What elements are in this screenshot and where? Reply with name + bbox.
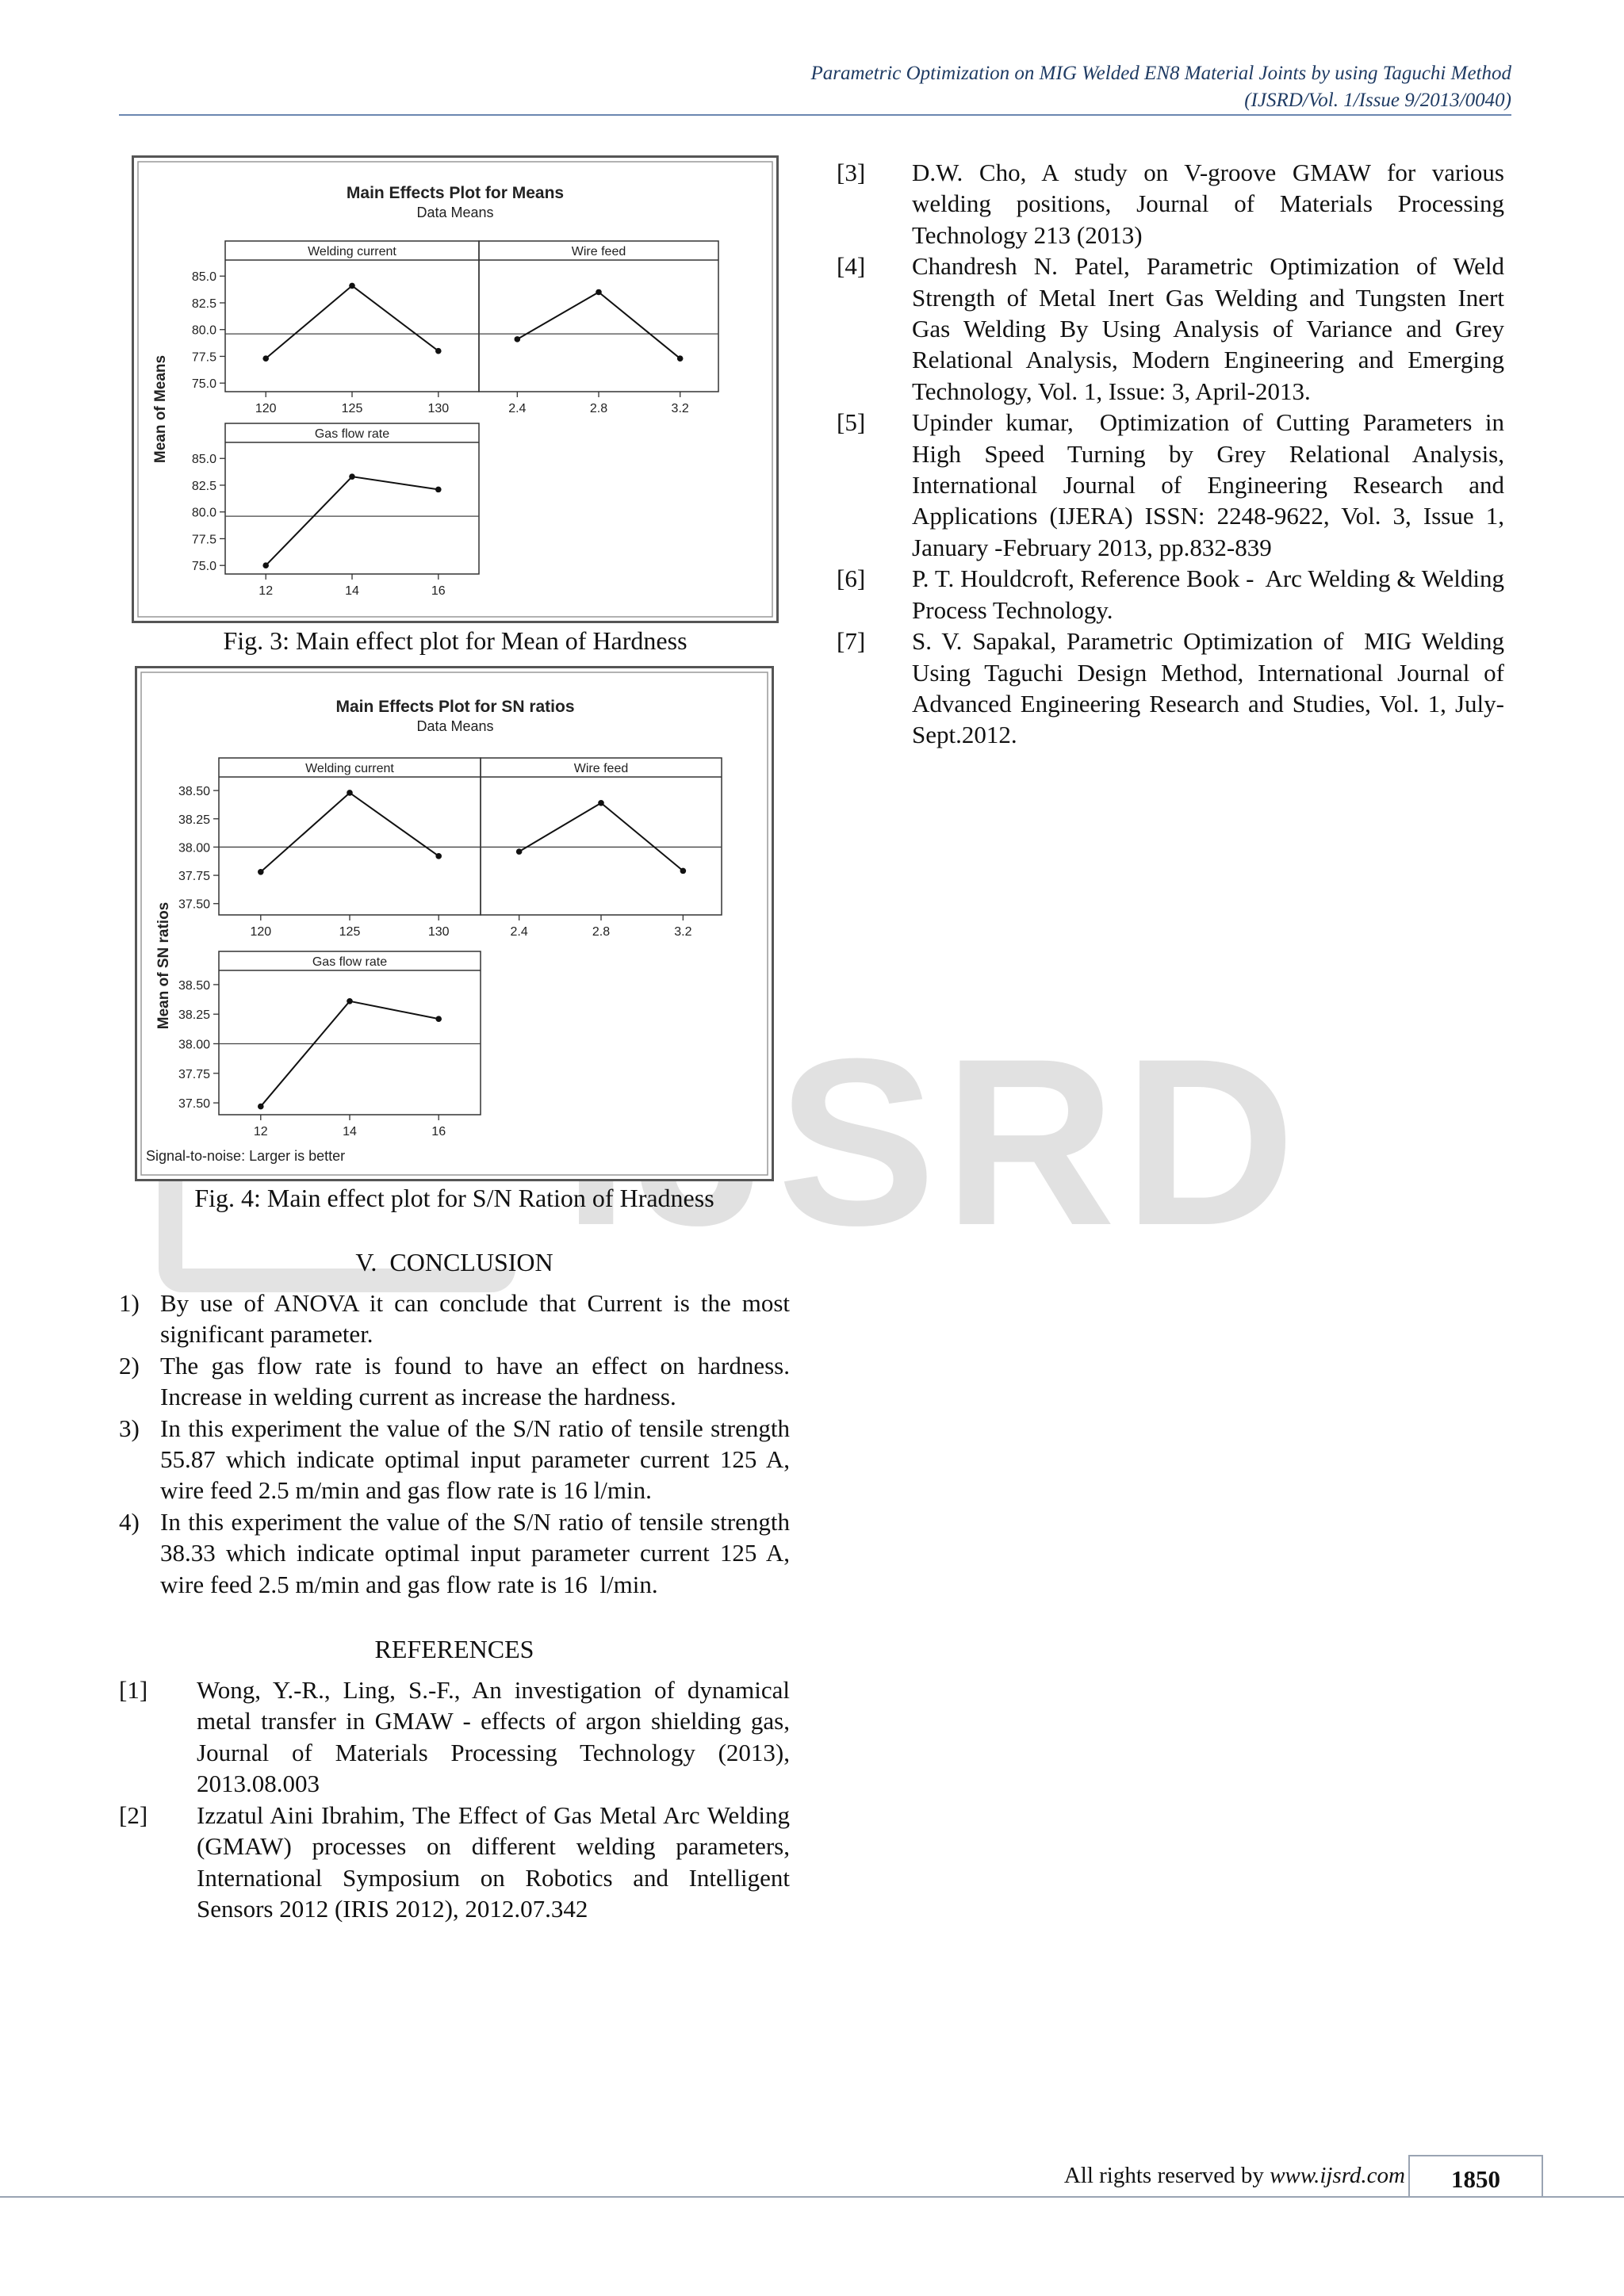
main-effects-sn-chart (135, 666, 774, 1181)
list-item: 3) In this experiment the value of the S/N ratio of tensile strength 55.87 which indicate optimal input parameter current 125 A, wire feed 2.5 m/min and gas flow rate is 16 l/min. (119, 1414, 790, 1505)
reference-item: [5] Upinder kumar, Optimization of Cutting Parameters in High Speed Turning by Grey Relational Analysis, International Journal of Engineering Research and Applications (IJERA) ISSN: 2248-9622, Vol. 3, Issue 1, January -February 2013, pp.832-839 (837, 408, 1504, 561)
data-point (347, 790, 353, 796)
x-tick-label: 16 (431, 1125, 446, 1138)
y-tick-label: 80.0 (191, 323, 216, 338)
x-tick-label: 130 (427, 925, 450, 939)
data-point (596, 289, 602, 296)
y-tick-label: 85.0 (191, 270, 216, 285)
x-tick-label: 12 (259, 584, 274, 598)
chart-frame (136, 667, 773, 1181)
panel-header-label: Welding current (305, 762, 394, 775)
conclusion-list (119, 1288, 790, 1600)
watermark-text: IJSRD (563, 1008, 1304, 1275)
figure-4 (135, 666, 774, 1181)
y-tick-label: 37.75 (178, 870, 210, 884)
y-tick-label: 75.0 (191, 377, 216, 392)
left-column (119, 1246, 790, 1924)
y-tick-label: 77.5 (191, 350, 216, 365)
y-tick-label: 38.50 (178, 785, 210, 799)
references-list-right (837, 157, 1504, 751)
data-point (598, 800, 604, 806)
figure-4-caption: Fig. 4: Main effect plot for S/N Ration of Hradness (194, 1184, 714, 1212)
y-tick-label: 38.00 (178, 1038, 210, 1052)
y-tick-label: 75.0 (191, 560, 216, 574)
x-tick-label: 125 (339, 925, 361, 939)
list-item: 1) By use of ANOVA it can conclude that Current is the most significant parameter. (119, 1289, 790, 1349)
footer-rights: All rights reserved by www.ijsrd.com (1063, 2163, 1405, 2188)
data-point (258, 869, 264, 875)
y-tick-label: 82.5 (191, 297, 216, 311)
right-column (837, 157, 1504, 751)
panel-header-label: Welding current (308, 245, 396, 258)
data-point (347, 998, 353, 1004)
data-point (262, 562, 269, 568)
x-tick-label: 120 (250, 925, 272, 939)
y-tick-label: 37.75 (178, 1067, 210, 1081)
main-effects-means-chart (132, 155, 779, 623)
reference-item: [4] Chandresh N. Patel, Parametric Optimization of Weld Strength of Metal Inert Gas Welding and Tungsten Inert Gas Welding By Using Analysis of Variance and Grey Relational Analysis, Modern Engineering and Emerging Technology, Vol. 1, Issue: 3, April-2013. (837, 252, 1504, 405)
chart-footnote: Signal-to-noise: Larger is better (146, 1148, 346, 1164)
x-tick-label: 3.2 (671, 402, 689, 415)
x-tick-label: 2.8 (592, 925, 611, 939)
page-number: 1850 (1408, 2155, 1543, 2196)
running-header (811, 60, 1512, 114)
chart-title: Main Effects Plot for Means (346, 184, 565, 202)
y-tick-label: 80.0 (191, 506, 216, 520)
y-tick-label: 37.50 (178, 897, 210, 912)
footer-site-link[interactable]: www.ijsrd.com (1270, 2163, 1405, 2188)
data-point (258, 1104, 264, 1110)
y-tick-label: 38.00 (178, 841, 210, 855)
x-tick-label: 125 (341, 402, 363, 415)
data-point (680, 868, 687, 874)
x-tick-label: 2.8 (589, 402, 608, 415)
data-point (349, 473, 355, 480)
reference-item: [7] S. V. Sapakal, Parametric Optimization of MIG Welding Using Taguchi Design Method, International Journal of Advanced Engineering Research and Studies, Vol. 1, July-Sept.2012. (837, 627, 1504, 749)
y-tick-label: 38.25 (178, 813, 210, 827)
data-point (349, 283, 355, 289)
panel-header-label: Wire feed (573, 762, 629, 775)
list-item: 2) The gas flow rate is found to have an effect on hardness. Increase in welding current as increase the hardness. (119, 1351, 790, 1411)
header-title: Parametric Optimization on MIG Welded EN8 Material Joints by using Taguchi Method (810, 63, 1511, 84)
y-tick-label: 85.0 (191, 453, 216, 467)
y-tick-label: 37.50 (178, 1097, 210, 1112)
references-list-left (119, 1674, 790, 1924)
y-tick-label: 77.5 (191, 533, 216, 547)
panel-header-label: Gas flow rate (314, 427, 390, 441)
header-citation: (IJSRD/Vol. 1/Issue 9/2013/0040) (1244, 90, 1511, 111)
x-tick-label: 14 (345, 584, 359, 598)
x-tick-label: 12 (253, 1125, 268, 1138)
list-item: 4) In this experiment the value of the S/N ratio of tensile strength 38.33 which indicate optimal input parameter current 125 A, wire feed 2.5 m/min and gas flow rate is 16 l/min. (119, 1507, 790, 1598)
chart-subtitle: Data Means (416, 718, 494, 734)
chart-title: Main Effects Plot for SN ratios (335, 698, 575, 716)
footer-rule (0, 2196, 1624, 2198)
figure-3-caption: Fig. 3: Main effect plot for Mean of Hardness (223, 626, 688, 655)
panel-header-label: Wire feed (571, 245, 626, 258)
data-point (677, 355, 684, 362)
data-point (435, 487, 442, 493)
data-point (262, 355, 269, 362)
data-point (435, 853, 442, 859)
x-tick-label: 2.4 (510, 925, 528, 939)
reference-item: [6] P. T. Houldcroft, Reference Book - Arc Welding & Welding Process Technology. (837, 564, 1504, 624)
data-point (435, 1016, 442, 1022)
data-point (435, 348, 442, 354)
y-tick-label: 82.5 (191, 479, 216, 493)
x-tick-label: 120 (255, 402, 277, 415)
conclusion-heading: V. CONCLUSION (355, 1248, 553, 1276)
y-axis-label: Mean of SN ratios (155, 901, 172, 1030)
x-tick-label: 2.4 (508, 402, 527, 415)
references-heading: REFERENCES (374, 1635, 534, 1664)
data-point (515, 336, 521, 342)
reference-item: [2] Izzatul Aini Ibrahim, The Effect of Gas Metal Arc Welding (GMAW) processes on different welding parameters, International Symposium on Robotics and Intelligent Sensors 2012 (IRIS 2012), 2012.07.342 (119, 1800, 790, 1923)
y-tick-label: 38.25 (178, 1008, 210, 1023)
chart-subtitle: Data Means (416, 205, 494, 220)
figure-3 (132, 155, 779, 623)
x-tick-label: 3.2 (674, 925, 692, 939)
x-tick-label: 130 (427, 402, 450, 415)
data-point (516, 848, 523, 855)
y-axis-label: Mean of Means (152, 354, 169, 464)
reference-item: [1] Wong, Y.-R., Ling, S.-F., An investigation of dynamical metal transfer in GMAW - effects of argon shielding gas, Journal of Materials Processing Technology (2013), 2013.08.003 (119, 1676, 790, 1798)
panel-header-label: Gas flow rate (312, 955, 388, 969)
x-tick-label: 14 (343, 1125, 357, 1138)
header-rule (119, 114, 1511, 116)
x-tick-label: 16 (431, 584, 446, 598)
chart-frame (132, 156, 778, 622)
reference-item: [3] D.W. Cho, A study on V-groove GMAW for various welding positions, Journal of Materials Processing Technology 213 (2013) (837, 159, 1504, 249)
y-tick-label: 38.50 (178, 978, 210, 993)
